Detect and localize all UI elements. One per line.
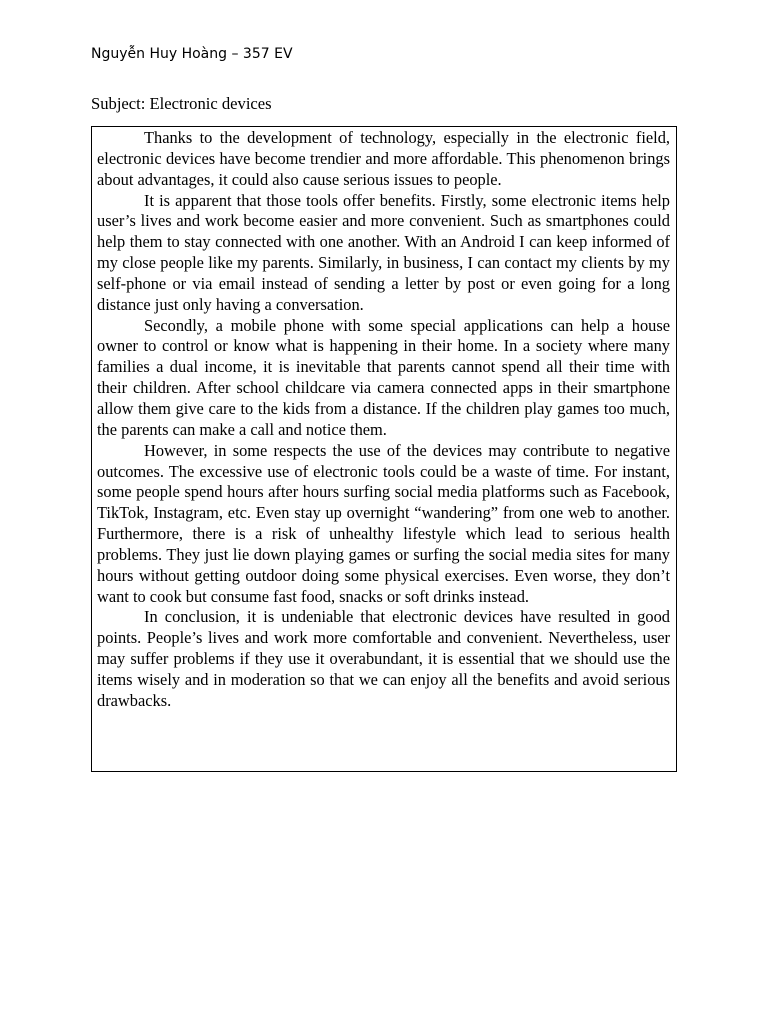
essay-paragraph-drawbacks: However, in some respects the use of the devices may contribute to negative outcomes. The excessive use of electronic tools could be a waste of time. For instant, some people spend hours after hours surfing social media platforms such as Facebook, TikTok, Instagram, etc. Even stay up overnight “wandering” from one web to another. Furthermore, there is a risk of unhealthy lifestyle which lead to serious health problems. They just lie down playing games or surfing the social media sites for many hours without getting outdoor doing some physical exercises. Even worse, they don’t want to cook but consume fast food, snacks or soft drinks instead. [97,440,670,606]
essay-box [91,126,677,772]
author-line: Nguyễn Huy Hoàng – 357 EV [91,46,293,62]
essay-paragraph-conclusion: In conclusion, it is undeniable that electronic devices have resulted in good points. People’s lives and work more comfortable and convenient. Nevertheless, user may suffer problems if they use it overabundant, it is essential that we should use the items wisely and in moderation so that we can enjoy all the benefits and avoid serious drawbacks. [97,607,670,710]
essay-paragraph-benefits-first: It is apparent that those tools offer benefits. Firstly, some electronic items help user’s lives and work become easier and more convenient. Such as smartphones could help them to stay connected with one another. With an Android I can keep informed of my close people like my parents. Similarly, in business, I can contact my clients by my self-phone or via email instead of sending a letter by post or even going for a long distance just only having a conversation. [97,190,670,314]
essay-paragraph-introduction: Thanks to the development of technology, especially in the electronic field, electronic devices have become trendier and more affordable. This phenomenon brings about advantages, it could also cause serious issues to people. [97,128,670,189]
subject-line: Subject: Electronic devices [91,94,272,113]
essay-paragraph-benefits-second: Secondly, a mobile phone with some special applications can help a house owner to control or know what is happening in their home. In a society where many families a dual income, it is inevitable that parents cannot spend all their time with their children. After school childcare via camera connected apps in their smartphone allow them give care to the kids from a distance. If the children play games too much, the parents can make a call and notice them. [97,315,670,439]
